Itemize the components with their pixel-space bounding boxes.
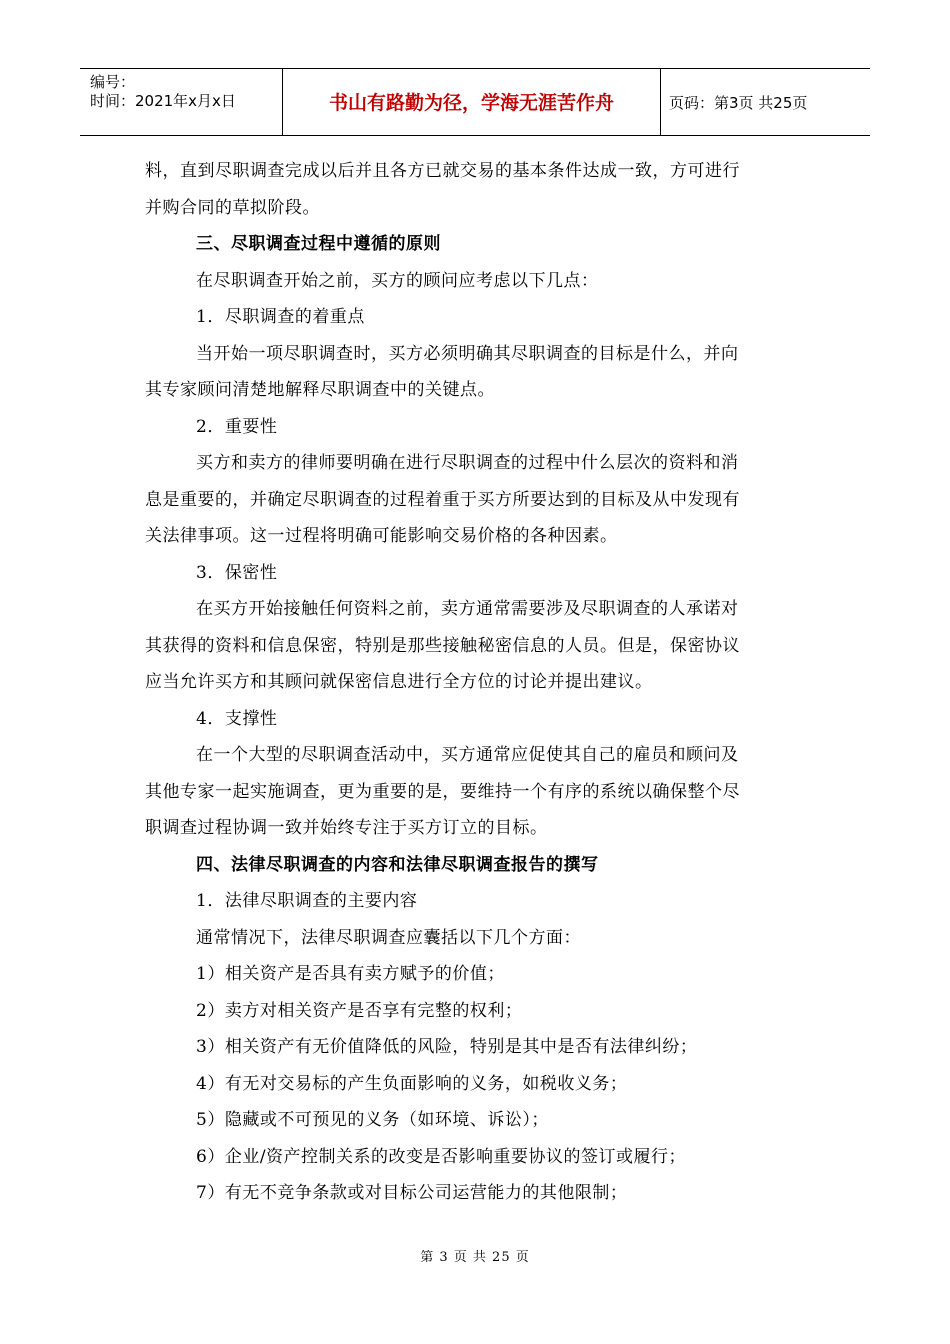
body-line: 应当允许买方和其顾问就保密信息进行全方位的讨论并提出建议。	[145, 672, 653, 692]
header-motto-cell	[283, 69, 661, 135]
list-item: 1）相关资产是否具有卖方赋予的价值；	[196, 964, 505, 984]
body-line: 在尽职调查开始之前，买方的顾问应考虑以下几点：	[196, 271, 599, 291]
body-line: 在买方开始接触任何资料之前，卖方通常需要涉及尽职调查的人承诺对	[196, 599, 739, 619]
body-line: 其专家顾问清楚地解释尽职调查中的关键点。	[145, 380, 495, 400]
section-heading: 四、法律尽职调查的内容和法律尽职调查报告的撰写	[196, 855, 599, 875]
body-line: 料，直到尽职调查完成以后并且各方已就交易的基本条件达成一致，方可进行	[145, 161, 740, 181]
body-line: 在一个大型的尽职调查活动中，买方通常应促使其自己的雇员和顾问及	[196, 745, 739, 765]
body-line: 通常情况下，法律尽职调查应囊括以下几个方面：	[196, 928, 581, 948]
body-line: 当开始一项尽职调查时，买方必须明确其尽职调查的目标是什么，并向	[196, 344, 739, 364]
header-info-cell	[80, 69, 283, 135]
subsection-heading: 1．法律尽职调查的主要内容	[196, 891, 418, 911]
body-line: 并购合同的草拟阶段。	[145, 198, 320, 218]
body-line: 其他专家一起实施调查，更为重要的是，要维持一个有序的系统以确保整个尽	[145, 782, 740, 802]
body-line: 买方和卖方的律师要明确在进行尽职调查的过程中什么层次的资料和消	[196, 453, 739, 473]
body-line: 关法律事项。这一过程将明确可能影响交易价格的各种因素。	[145, 526, 618, 546]
list-item: 7）有无不竞争条款或对目标公司运营能力的其他限制；	[196, 1183, 628, 1203]
list-item: 2）卖方对相关资产是否享有完整的权利；	[196, 1001, 523, 1021]
body-line: 息是重要的，并确定尽职调查的过程着重于买方所要达到的目标及从中发现有	[145, 490, 740, 510]
subsection-heading: 3．保密性	[196, 563, 278, 583]
list-item: 6）企业/资产控制关系的改变是否影响重要协议的签订或履行；	[196, 1147, 687, 1167]
subsection-heading: 1．尽职调查的着重点	[196, 307, 365, 327]
document-date-label: 时间：2021年x月x日	[90, 92, 236, 110]
page-footer: 第 3 页 共 25 页	[420, 1250, 530, 1265]
body-line: 其获得的资料和信息保密，特别是那些接触秘密信息的人员。但是，保密协议	[145, 636, 740, 656]
body-line: 职调查过程协调一致并始终专注于买方订立的目标。	[145, 818, 548, 838]
page-header	[80, 68, 870, 136]
header-motto: 书山有路勤为径，学海无涯苦作舟	[328, 92, 614, 114]
subsection-heading: 2．重要性	[196, 417, 278, 437]
section-heading: 三、尽职调查过程中遵循的原则	[196, 234, 441, 254]
list-item: 3）相关资产有无价值降低的风险，特别是其中是否有法律纠纷；	[196, 1037, 698, 1057]
subsection-heading: 4．支撑性	[196, 709, 278, 729]
list-item: 4）有无对交易标的产生负面影响的义务，如税收义务；	[196, 1074, 628, 1094]
document-number-label: 编号：	[90, 73, 136, 91]
header-page-info: 页码：第3页 共25页	[669, 94, 808, 112]
list-item: 5）隐藏或不可预见的义务（如环境、诉讼）；	[196, 1110, 549, 1130]
header-page-cell	[661, 69, 870, 135]
